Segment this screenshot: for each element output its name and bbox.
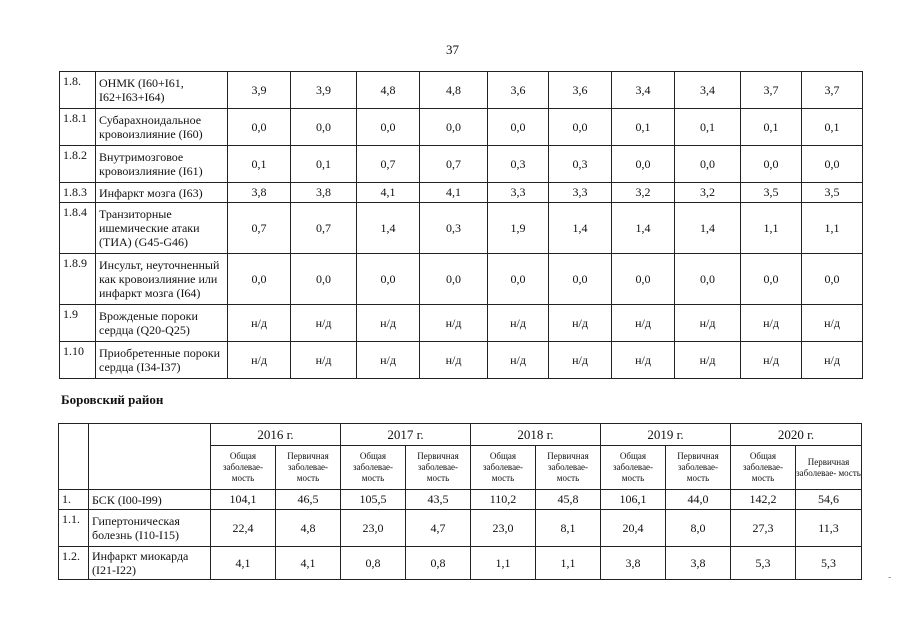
value-cell: 4,1: [211, 547, 276, 580]
value-cell: 0,0: [675, 254, 741, 305]
row-name: Инфаркт миокарда (I21-I22): [89, 547, 211, 580]
header-empty-code: [59, 424, 89, 490]
year-header: 2016 г.: [211, 424, 341, 446]
value-cell: 0,0: [357, 254, 420, 305]
value-cell: 106,1: [601, 490, 666, 510]
value-cell: 1,4: [612, 203, 675, 254]
value-cell: н/д: [420, 342, 488, 379]
value-cell: 3,7: [802, 72, 863, 109]
value-cell: 1,4: [357, 203, 420, 254]
table-row: [60, 146, 863, 183]
value-cell: 3,9: [228, 72, 291, 109]
value-cell: н/д: [488, 305, 549, 342]
value-cell: 142,2: [731, 490, 796, 510]
value-cell: 3,3: [488, 183, 549, 203]
value-cell: н/д: [357, 305, 420, 342]
district-incidence-table: [58, 423, 862, 580]
value-cell: 0,1: [228, 146, 291, 183]
row-name: ОНМК (I60+I61, I62+I63+I64): [96, 72, 228, 109]
value-cell: 0,1: [741, 109, 802, 146]
row-name: БСК (I00-I99): [89, 490, 211, 510]
value-cell: 0,0: [488, 254, 549, 305]
table-row: [59, 510, 862, 547]
value-cell: 0,0: [291, 109, 357, 146]
value-cell: н/д: [291, 305, 357, 342]
value-cell: 3,5: [802, 183, 863, 203]
year-header: 2020 г.: [731, 424, 862, 446]
primary-incidence-header: Первичная заболевае- мость: [796, 446, 862, 490]
value-cell: 22,4: [211, 510, 276, 547]
row-name: Инфаркт мозга (I63): [96, 183, 228, 203]
value-cell: н/д: [741, 305, 802, 342]
value-cell: 43,5: [406, 490, 471, 510]
value-cell: 0,0: [612, 254, 675, 305]
value-cell: 3,8: [228, 183, 291, 203]
value-cell: 1,4: [675, 203, 741, 254]
page-number: 37: [446, 42, 459, 57]
value-cell: 0,0: [488, 109, 549, 146]
value-cell: 1,1: [471, 547, 536, 580]
general-incidence-header: Общая заболевае- мость: [471, 446, 536, 490]
year-header: 2018 г.: [471, 424, 601, 446]
value-cell: н/д: [675, 342, 741, 379]
value-cell: 1,1: [741, 203, 802, 254]
value-cell: 0,1: [802, 109, 863, 146]
edge-mark: -: [888, 572, 892, 583]
value-cell: 44,0: [666, 490, 731, 510]
value-cell: 27,3: [731, 510, 796, 547]
table-row: [60, 305, 863, 342]
row-code: 1.2.: [59, 547, 89, 580]
value-cell: 3,5: [741, 183, 802, 203]
value-cell: 3,3: [549, 183, 612, 203]
general-incidence-header: Общая заболевае- мость: [731, 446, 796, 490]
value-cell: 3,8: [666, 547, 731, 580]
value-cell: 0,1: [675, 109, 741, 146]
row-code: 1.8.4: [60, 203, 96, 254]
value-cell: 3,8: [601, 547, 666, 580]
table-row: [60, 72, 863, 109]
table-row: [60, 183, 863, 203]
value-cell: 0,1: [291, 146, 357, 183]
row-code: 1.8.3: [60, 183, 96, 203]
value-cell: 0,0: [420, 109, 488, 146]
value-cell: 3,7: [741, 72, 802, 109]
value-cell: 0,0: [549, 109, 612, 146]
value-cell: 0,8: [341, 547, 406, 580]
value-cell: 5,3: [731, 547, 796, 580]
value-cell: 8,1: [536, 510, 601, 547]
value-cell: 0,0: [741, 254, 802, 305]
value-cell: 0,0: [802, 254, 863, 305]
value-cell: 0,7: [420, 146, 488, 183]
value-cell: 11,3: [796, 510, 862, 547]
value-cell: 0,0: [802, 146, 863, 183]
value-cell: 0,3: [488, 146, 549, 183]
row-code: 1.9: [60, 305, 96, 342]
row-code: 1.8.1: [60, 109, 96, 146]
value-cell: 54,6: [796, 490, 862, 510]
row-name: Приобретенные пороки сердца (I34-I37): [96, 342, 228, 379]
value-cell: 3,6: [549, 72, 612, 109]
value-cell: 3,4: [675, 72, 741, 109]
value-cell: 0,1: [612, 109, 675, 146]
value-cell: н/д: [420, 305, 488, 342]
row-name: Субарахноидальное кровоизлияние (I60): [96, 109, 228, 146]
value-cell: 0,0: [228, 254, 291, 305]
value-cell: 3,2: [612, 183, 675, 203]
section-title: Боровский район: [61, 392, 164, 407]
value-cell: 23,0: [471, 510, 536, 547]
value-cell: 1,4: [549, 203, 612, 254]
row-code: 1.8.9: [60, 254, 96, 305]
value-cell: 105,5: [341, 490, 406, 510]
value-cell: 0,0: [675, 146, 741, 183]
row-name: Инсульт, неуточненный как кровоизлияние или инфаркт мозга (I64): [96, 254, 228, 305]
value-cell: 0,3: [420, 203, 488, 254]
value-cell: 4,8: [276, 510, 341, 547]
value-cell: 0,0: [357, 109, 420, 146]
value-cell: н/д: [291, 342, 357, 379]
value-cell: 3,8: [291, 183, 357, 203]
row-name: Гипертоническая болезнь (I10-I15): [89, 510, 211, 547]
row-code: 1.1.: [59, 510, 89, 547]
value-cell: 104,1: [211, 490, 276, 510]
primary-incidence-header: Первичная заболевае- мость: [536, 446, 601, 490]
year-header: 2017 г.: [341, 424, 471, 446]
value-cell: 0,3: [549, 146, 612, 183]
row-code: 1.8.: [60, 72, 96, 109]
top-incidence-table: [59, 71, 863, 379]
value-cell: 3,9: [291, 72, 357, 109]
general-incidence-header: Общая заболевае- мость: [601, 446, 666, 490]
value-cell: н/д: [549, 342, 612, 379]
value-cell: 0,0: [228, 109, 291, 146]
value-cell: н/д: [675, 305, 741, 342]
value-cell: н/д: [228, 342, 291, 379]
value-cell: н/д: [357, 342, 420, 379]
value-cell: н/д: [612, 305, 675, 342]
value-cell: 20,4: [601, 510, 666, 547]
value-cell: 4,1: [276, 547, 341, 580]
primary-incidence-header: Первичная заболевае- мость: [406, 446, 471, 490]
value-cell: 3,6: [488, 72, 549, 109]
value-cell: н/д: [802, 305, 863, 342]
value-cell: н/д: [228, 305, 291, 342]
general-incidence-header: Общая заболевае- мость: [341, 446, 406, 490]
value-cell: н/д: [549, 305, 612, 342]
table-row: [60, 203, 863, 254]
value-cell: 0,0: [549, 254, 612, 305]
value-cell: 45,8: [536, 490, 601, 510]
value-cell: 0,0: [612, 146, 675, 183]
value-cell: 0,7: [291, 203, 357, 254]
value-cell: 23,0: [341, 510, 406, 547]
value-cell: 0,0: [291, 254, 357, 305]
table-row: [60, 342, 863, 379]
value-cell: 0,0: [741, 146, 802, 183]
row-code: 1.8.2: [60, 146, 96, 183]
value-cell: 4,8: [357, 72, 420, 109]
value-cell: 4,7: [406, 510, 471, 547]
value-cell: 0,8: [406, 547, 471, 580]
primary-incidence-header: Первичная заболевае- мость: [276, 446, 341, 490]
value-cell: н/д: [741, 342, 802, 379]
row-name: Врожденые пороки сердца (Q20-Q25): [96, 305, 228, 342]
value-cell: 4,1: [420, 183, 488, 203]
table-row: [59, 547, 862, 580]
value-cell: 8,0: [666, 510, 731, 547]
value-cell: 3,2: [675, 183, 741, 203]
table-row: [59, 490, 862, 510]
value-cell: 4,1: [357, 183, 420, 203]
table-row: [60, 109, 863, 146]
row-name: Внутримозговое кровоизлияние (I61): [96, 146, 228, 183]
value-cell: н/д: [612, 342, 675, 379]
table-row: [60, 254, 863, 305]
value-cell: 110,2: [471, 490, 536, 510]
general-incidence-header: Общая заболевае- мость: [211, 446, 276, 490]
primary-incidence-header: Первичная заболевае- мость: [666, 446, 731, 490]
value-cell: 1,9: [488, 203, 549, 254]
year-header: 2019 г.: [601, 424, 731, 446]
row-code: 1.: [59, 490, 89, 510]
header-empty-name: [89, 424, 211, 490]
value-cell: 4,8: [420, 72, 488, 109]
value-cell: 1,1: [802, 203, 863, 254]
value-cell: н/д: [802, 342, 863, 379]
value-cell: 0,0: [420, 254, 488, 305]
value-cell: 1,1: [536, 547, 601, 580]
value-cell: 0,7: [357, 146, 420, 183]
value-cell: н/д: [488, 342, 549, 379]
row-code: 1.10: [60, 342, 96, 379]
value-cell: 0,7: [228, 203, 291, 254]
value-cell: 46,5: [276, 490, 341, 510]
value-cell: 5,3: [796, 547, 862, 580]
value-cell: 3,4: [612, 72, 675, 109]
row-name: Транзиторные ишемические атаки (ТИА) (G45-G46): [96, 203, 228, 254]
